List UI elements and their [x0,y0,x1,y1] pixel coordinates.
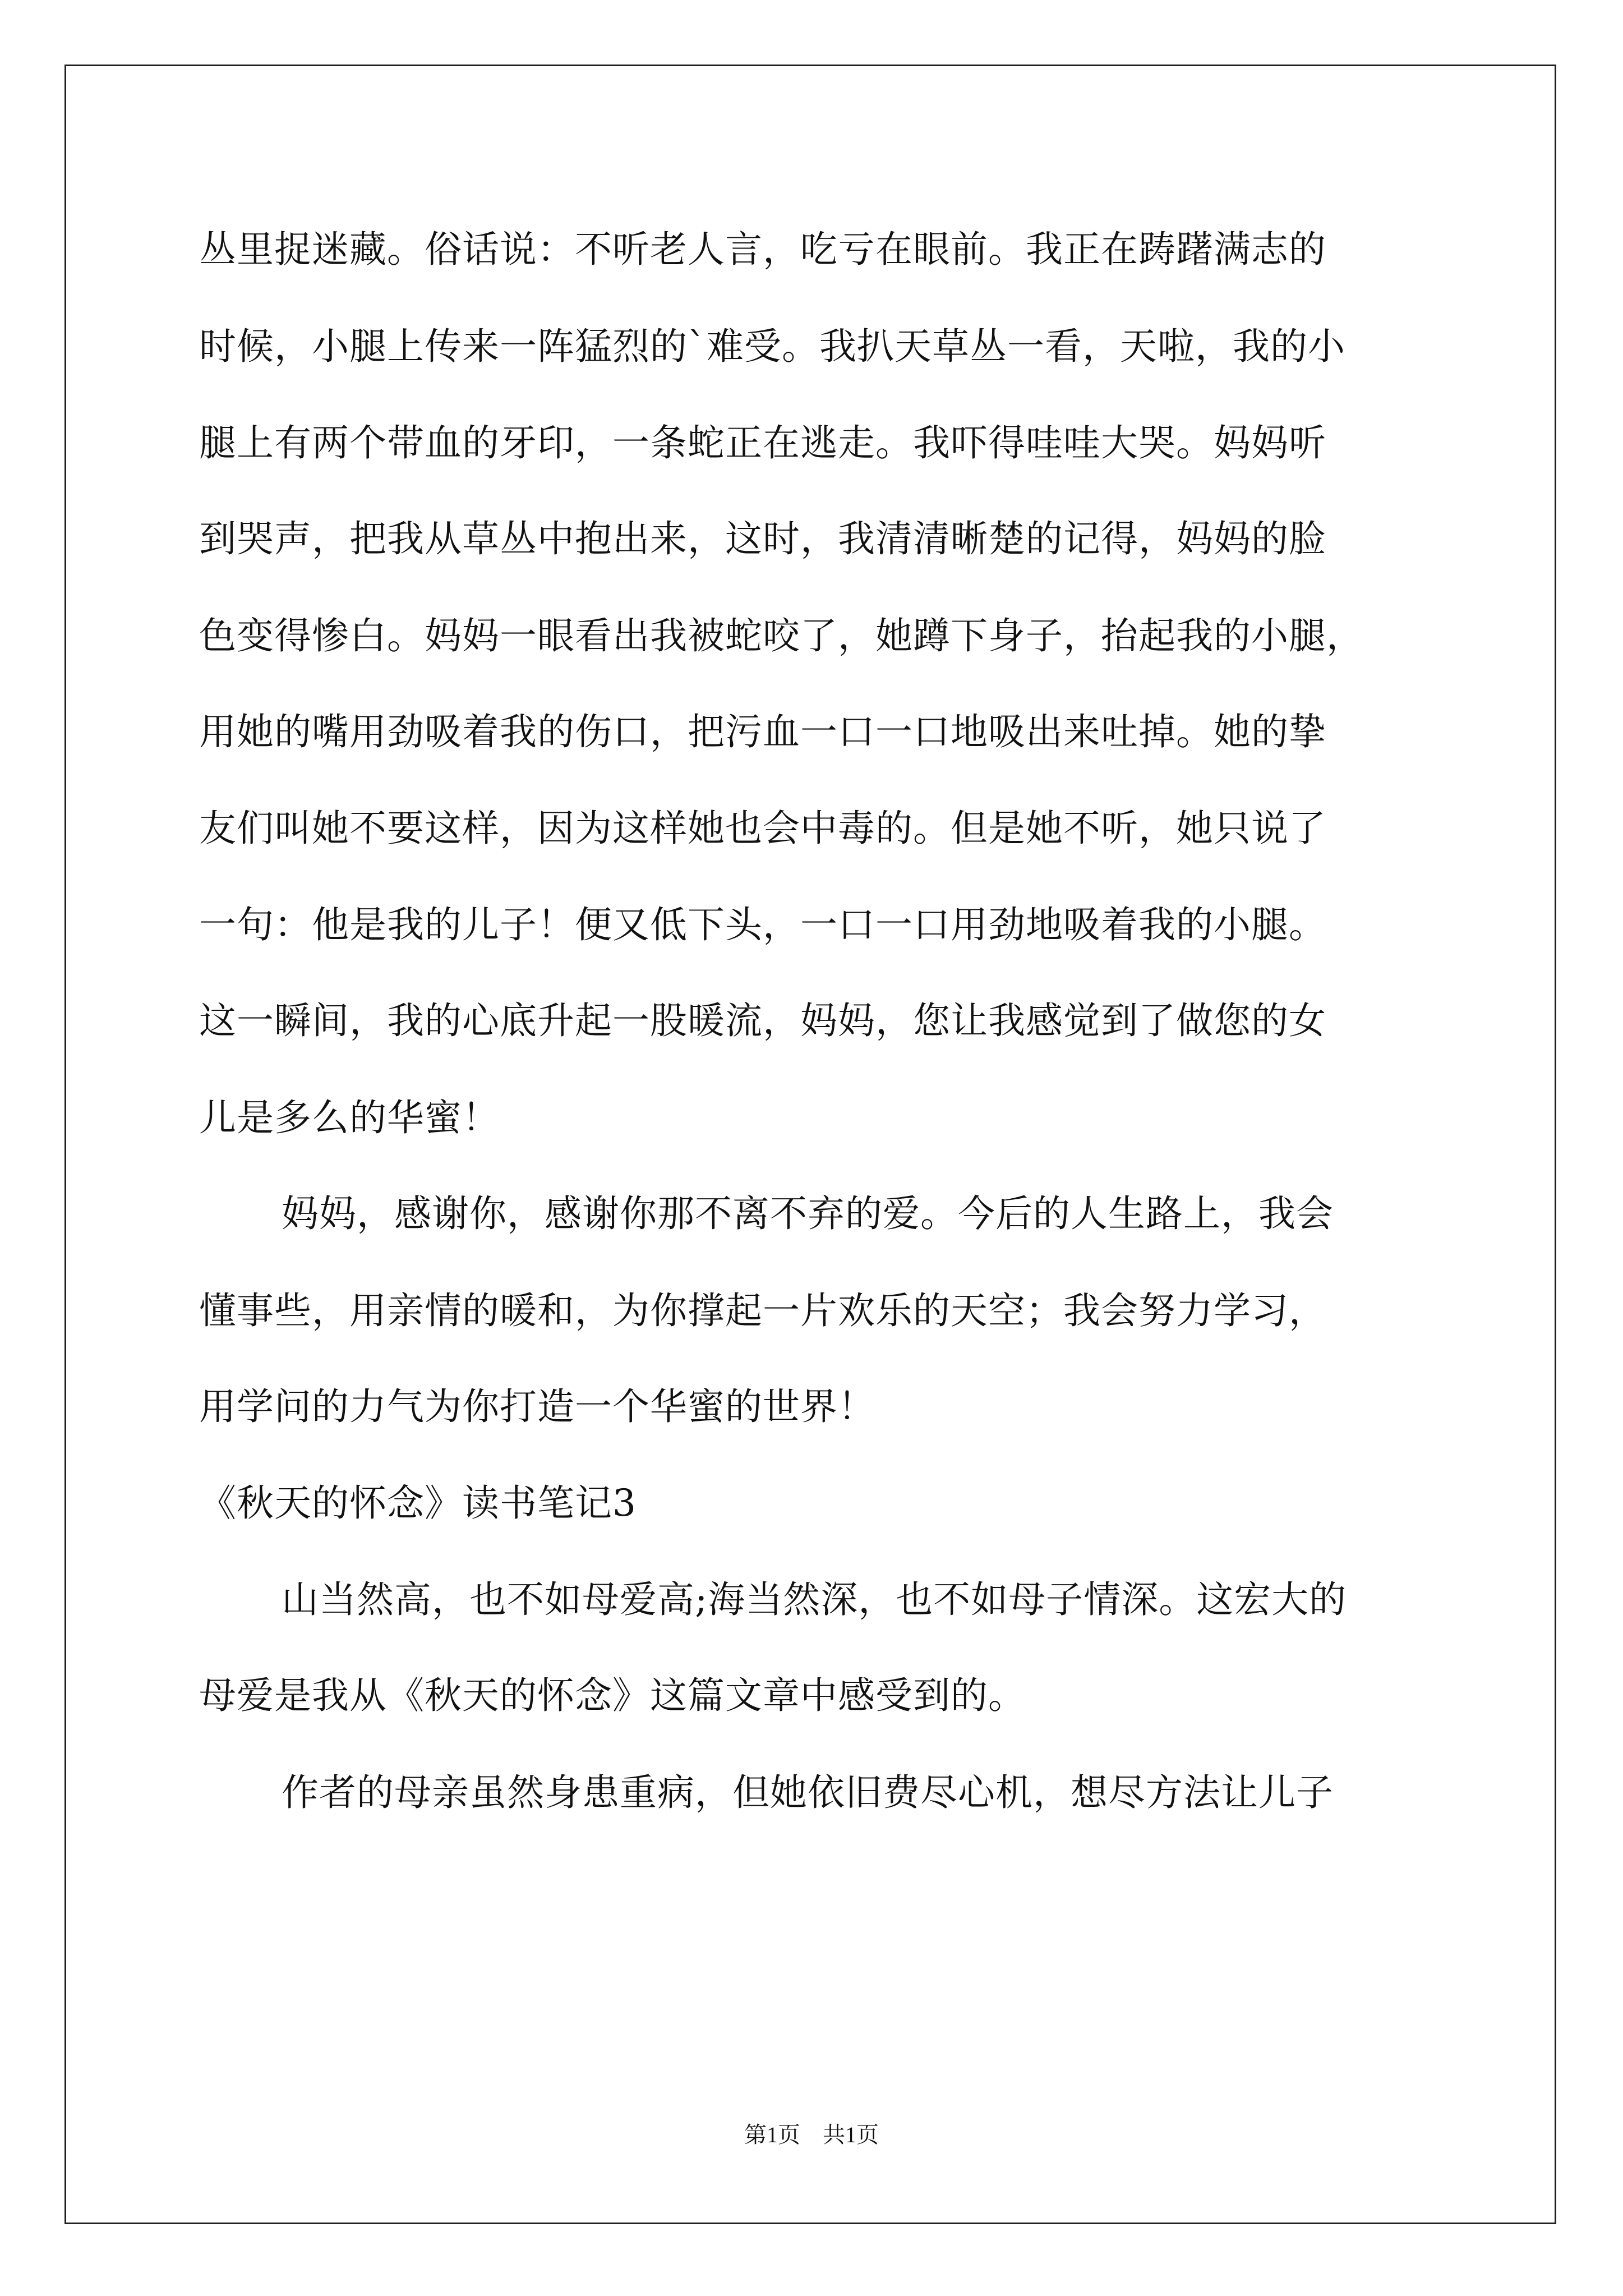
section-heading: 《秋天的怀念》读书笔记3 [199,1481,637,1525]
text-line: 到哭声，把我从草丛中抱出来，这时，我清清晰楚的记得，妈妈的脸 [199,517,1326,560]
text-line: 儿是多么的华蜜！ [199,1096,500,1139]
text-line: 用她的嘴用劲吸着我的伤口，把污血一口一口地吸出来吐掉。她的挚 [199,710,1326,753]
page-total: 共1页 [823,2122,879,2147]
page-border [64,65,1556,2224]
text-line: 丛里捉迷藏。俗话说：不听老人言，吃亏在眼前。我正在踌躇满志的 [199,228,1326,271]
text-line: 友们叫她不要这样，因为这样她也会中毒的。但是她不听，她只说了 [199,807,1326,850]
page-number: 第1页 [744,2122,800,2147]
text-line: 这一瞬间，我的心底升起一股暖流，妈妈，您让我感觉到了做您的女 [199,999,1326,1042]
paragraph-start-line: 山当然高，也不如母爱高;海当然深，也不如母子情深。这宏大的 [282,1578,1347,1621]
text-line: 一句：他是我的儿子！便又低下头，一口一口用劲地吸着我的小腿。 [199,903,1326,946]
text-line: 腿上有两个带血的牙印，一条蛇正在逃走。我吓得哇哇大哭。妈妈听 [199,421,1326,464]
text-line: 用学问的力气为你打造一个华蜜的世界！ [199,1385,875,1428]
text-line: 母爱是我从《秋天的怀念》这篇文章中感受到的。 [199,1674,1026,1717]
text-line: 色变得惨白。妈妈一眼看出我被蛇咬了，她蹲下身子，抬起我的小腿， [199,614,1364,657]
text-line: 时候，小腿上传来一阵猛烈的`难受。我扒天草丛一看，天啦，我的小 [199,325,1345,368]
page-footer [0,2121,1623,2149]
paragraph-start-line: 作者的母亲虽然身患重病，但她依旧费尽心机，想尽方法让儿子 [282,1771,1334,1814]
text-line: 懂事些，用亲情的暖和，为你撑起一片欢乐的天空；我会努力学习， [199,1289,1326,1332]
paragraph-start-line: 妈妈，感谢你，感谢你那不离不弃的爱。今后的人生路上，我会 [282,1192,1334,1235]
